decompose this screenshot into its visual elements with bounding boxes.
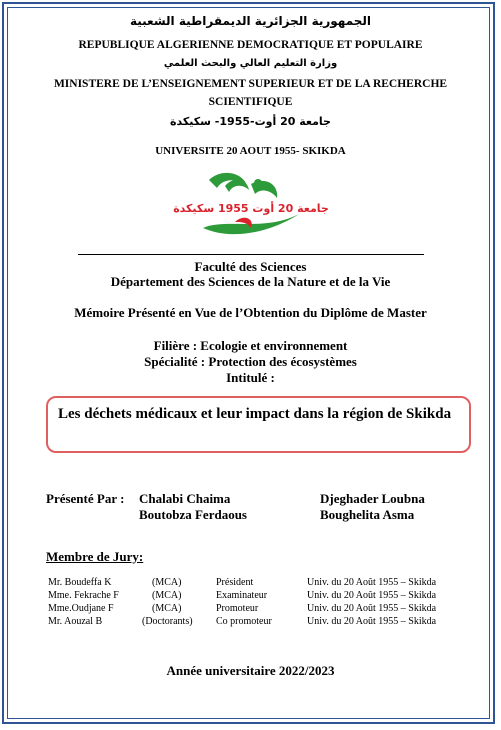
department-name: Département des Sciences de la Nature et de la Vie — [110, 274, 391, 289]
republic-name: REPUBLIQUE ALGERIENNE DEMOCRATIQUE ET POPULAIRE — [78, 39, 423, 51]
jury-member-role: Président — [216, 577, 254, 588]
jury-member-grade: (MCA) — [152, 577, 182, 588]
student-name: Djeghader Loubna — [320, 491, 425, 506]
thesis-title: Les déchets médicaux et leur impact dans la région de Skikda — [58, 406, 452, 422]
jury-member-role: Co promoteur — [216, 616, 272, 627]
arabic-republic-name: الجمهورية الجزائرية الديمقراطية الشعبية — [129, 14, 372, 28]
jury-member-grade: (Doctorants) — [142, 616, 193, 627]
faculty-name: Faculté des Sciences — [194, 259, 307, 274]
memoire-statement: Mémoire Présenté en Vue de l’Obtention du Diplôme de Master — [74, 305, 427, 320]
jury-member-name: Mr. Boudeffa K — [48, 577, 112, 588]
jury-member-role: Examinateur — [216, 590, 268, 601]
filiere: Filière : Ecologie et environnement — [153, 338, 348, 353]
student-name: Boutobza Ferdaous — [139, 507, 247, 522]
jury-member-affiliation: Univ. du 20 Août 1955 – Skikda — [307, 577, 437, 588]
arabic-university-name: جامعة 20 أوت-1955- سكيكدة — [170, 115, 331, 128]
jury-member-name: Mme. Fekrache F — [48, 590, 119, 601]
divider-line — [78, 254, 424, 255]
ministry-line-2: SCIENTIFIQUE — [208, 96, 293, 108]
presented-by-label: Présenté Par : — [46, 491, 125, 506]
jury-member-grade: (MCA) — [152, 590, 182, 601]
academic-year: Année universitaire 2022/2023 — [166, 663, 335, 678]
university-name: UNIVERSITE 20 AOUT 1955- SKIKDA — [155, 145, 346, 157]
arabic-ministry-name: وزارة التعليم العالي والبحث العلمي — [163, 58, 338, 69]
student-name: Boughelita Asma — [320, 507, 415, 522]
university-logo-graphic — [173, 170, 329, 240]
jury-heading: Membre de Jury: — [46, 549, 144, 564]
intitule-label: Intitulé : — [226, 370, 275, 385]
specialite: Spécialité : Protection des écosystèmes — [144, 354, 357, 369]
jury-member-role: Promoteur — [216, 603, 259, 614]
student-name: Chalabi Chaima — [139, 491, 231, 506]
jury-member-name: Mme.Oudjane F — [48, 603, 114, 614]
jury-member-affiliation: Univ. du 20 Août 1955 – Skikda — [307, 590, 437, 601]
jury-member-affiliation: Univ. du 20 Août 1955 – Skikda — [307, 603, 437, 614]
logo-arabic-text: جامعة 20 أوت 1955 سكيكدة — [173, 202, 329, 215]
jury-member-affiliation: Univ. du 20 Août 1955 – Skikda — [307, 616, 437, 627]
jury-member-grade: (MCA) — [152, 603, 182, 614]
jury-member-name: Mr. Aouzal B — [48, 616, 103, 627]
ministry-line-1: MINISTERE DE L’ENSEIGNEMENT SUPERIEUR ET DE LA RECHERCHE — [53, 78, 448, 90]
university-logo — [173, 170, 329, 240]
